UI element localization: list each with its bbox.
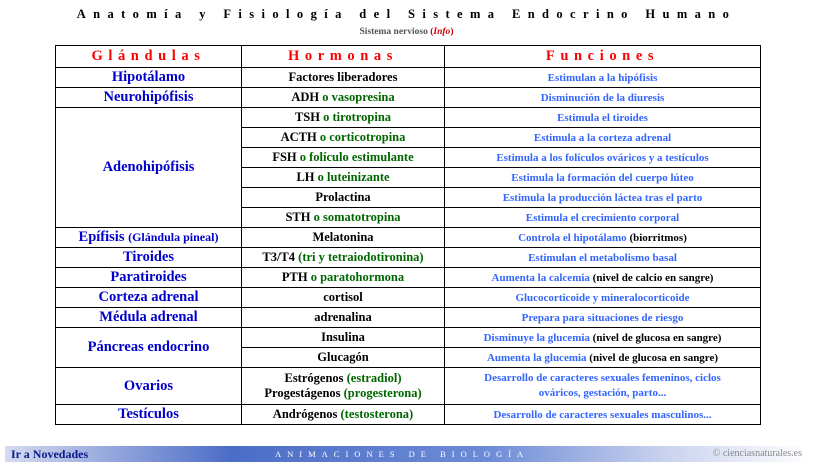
subtitle-text: Sistema nervioso (359, 27, 428, 37)
function-cell: Estimula a los folículos ováricos y a testículos (445, 148, 761, 168)
hormone-abbr: T3/T4 (262, 250, 296, 264)
hormone-cell (242, 108, 445, 128)
table-row (56, 308, 761, 328)
hormone-name: (progesterona) (340, 386, 422, 400)
function-text: Controla el hipotálamo (518, 231, 630, 244)
table-row (56, 288, 761, 308)
gland-cell: Testículos (56, 405, 242, 425)
function-cell (445, 228, 761, 248)
function-line: ováricos, gestación, parto... (538, 387, 667, 399)
function-note: (nivel de glucosa en sangre) (589, 351, 719, 364)
hormone-name: o paratohormona (307, 270, 405, 284)
hormone-name: o vasopresina (319, 90, 395, 104)
hormone-cell: Insulina (242, 328, 445, 348)
hormone-name: o somatotropina (310, 210, 401, 224)
hormone-cell (242, 88, 445, 108)
function-cell: Disminución de la diuresis (445, 88, 761, 108)
function-note: (nivel de glucosa en sangre) (592, 331, 722, 344)
gland-cell: Neurohipófisis (56, 88, 242, 108)
hormone-cell (242, 405, 445, 425)
function-cell (445, 328, 761, 348)
function-cell: Estimula a la corteza adrenal (445, 128, 761, 148)
gland-cell (56, 228, 242, 248)
function-note: (nivel de calcio en sangre) (592, 271, 714, 284)
table-row (56, 88, 761, 108)
hormone-cell: cortisol (242, 288, 445, 308)
function-note: (biorritmos) (629, 231, 687, 244)
hormone-abbr: PTH (281, 270, 308, 284)
hormone-abbr: ADH (291, 90, 320, 104)
hormone-cell (242, 248, 445, 268)
gland-cell: Hipotálamo (56, 68, 242, 88)
hormone-abbr: LH (296, 170, 315, 184)
table-row (56, 248, 761, 268)
subtitle-open-paren: ( (430, 27, 434, 37)
gland-name: Epífisis (78, 229, 125, 245)
novedades-link[interactable]: Ir a Novedades (11, 447, 89, 461)
hormone-cell (242, 168, 445, 188)
table-row (56, 228, 761, 248)
gland-cell: Corteza adrenal (56, 288, 242, 308)
table-row (56, 405, 761, 425)
footer-banner-text: ANIMACIONES DE BIOLOGÍA (275, 449, 530, 459)
hormone-abbr: Andrógenos (272, 407, 338, 421)
function-text: Aumenta la glucemia (486, 351, 590, 364)
gland-cell: Paratiroides (56, 268, 242, 288)
endocrine-table (55, 45, 761, 425)
hormone-name: (estradiol) (343, 371, 402, 385)
footer-bar (5, 446, 808, 462)
page-subtitle (0, 27, 813, 37)
gland-cell: Adenohipófisis (56, 108, 242, 228)
function-cell (445, 268, 761, 288)
table-row (56, 108, 761, 128)
hormone-line (244, 386, 442, 401)
gland-extra: (Glándula pineal) (128, 230, 219, 244)
function-text: Aumenta la calcemia (491, 271, 593, 284)
function-cell: Estimula el tiroides (445, 108, 761, 128)
table-row (56, 268, 761, 288)
hormone-name: (tri y tetraiodotironina) (295, 250, 424, 264)
function-cell: Prepara para situaciones de riesgo (445, 308, 761, 328)
function-cell: Estimula el crecimiento corporal (445, 208, 761, 228)
hormone-abbr: TSH (294, 110, 320, 124)
hormone-cell: Melatonina (242, 228, 445, 248)
gland-cell: Médula adrenal (56, 308, 242, 328)
copyright-text: © cienciasnaturales.es (712, 448, 802, 459)
hormone-name: (testosterona) (337, 407, 414, 421)
table-header-row (56, 46, 761, 68)
function-cell: Estimulan a la hipófisis (445, 68, 761, 88)
table-row (56, 368, 761, 405)
hormone-abbr: FSH (272, 150, 297, 164)
subtitle-close-paren: ) (450, 27, 454, 37)
hormone-cell (242, 148, 445, 168)
gland-cell: Tiroides (56, 248, 242, 268)
page-title: Anatomía y Fisiología del Sistema Endocrino Humano (76, 7, 737, 21)
function-cell (445, 368, 761, 405)
header-funciones: Funciones (445, 46, 761, 68)
function-cell: Estimulan el metabolismo basal (445, 248, 761, 268)
function-line: Desarrollo de caracteres sexuales femeninos, ciclos (484, 372, 721, 384)
function-cell: Estimula la producción láctea tras el parto (445, 188, 761, 208)
hormone-cell: adrenalina (242, 308, 445, 328)
hormone-cell: Factores liberadores (242, 68, 445, 88)
info-link[interactable]: Info (433, 27, 451, 37)
hormone-abbr: Progestágenos (264, 386, 341, 400)
hormone-line (244, 371, 442, 386)
hormone-abbr: STH (285, 210, 311, 224)
function-cell: Glucocorticoide y mineralocorticoide (445, 288, 761, 308)
hormone-cell: Prolactina (242, 188, 445, 208)
function-text: Disminuye la glucemia (483, 331, 593, 344)
function-cell: Estimula la formación del cuerpo lúteo (445, 168, 761, 188)
hormone-cell (242, 128, 445, 148)
function-cell: Desarrollo de caracteres sexuales masculinos... (445, 405, 761, 425)
table-row (56, 328, 761, 348)
gland-cell: Ovarios (56, 368, 242, 405)
hormone-name: o luteinizante (314, 170, 390, 184)
header-hormonas: Hormonas (242, 46, 445, 68)
hormone-cell (242, 268, 445, 288)
hormone-abbr: Estrógenos (284, 371, 344, 385)
header-glandulas: Glándulas (56, 46, 242, 68)
hormone-cell (242, 368, 445, 405)
table-row (56, 68, 761, 88)
gland-cell: Páncreas endocrino (56, 328, 242, 368)
hormone-cell (242, 208, 445, 228)
hormone-name: o corticotropina (316, 130, 406, 144)
hormone-abbr: ACTH (280, 130, 317, 144)
hormone-name: o tirotropina (319, 110, 392, 124)
hormone-cell: Glucagón (242, 348, 445, 368)
function-cell (445, 348, 761, 368)
hormone-name: o folículo estimulante (296, 150, 414, 164)
